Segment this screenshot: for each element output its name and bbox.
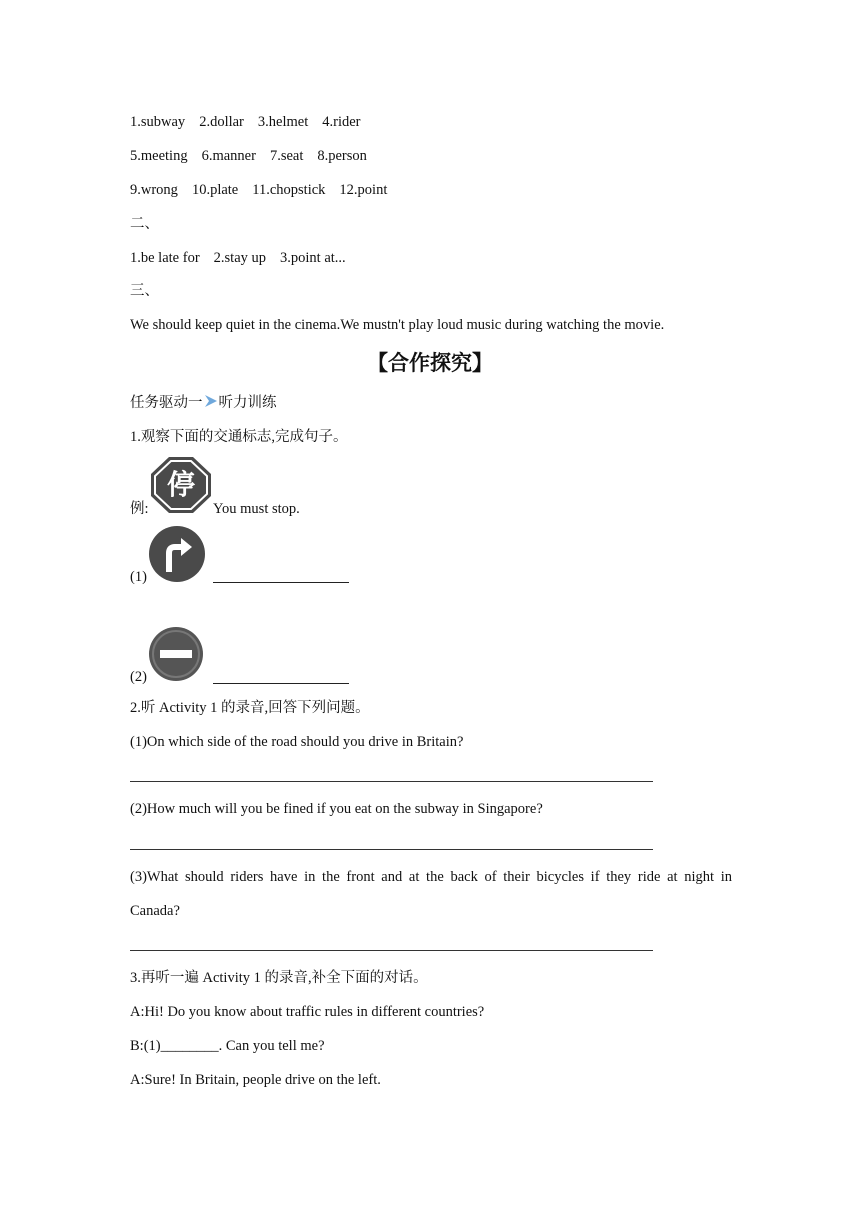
stop-sign-text: 停	[166, 468, 195, 501]
answer-line[interactable]	[130, 781, 653, 782]
task-line	[130, 394, 277, 413]
no-entry-sign-icon	[148, 626, 204, 682]
stop-sign-icon	[150, 456, 212, 514]
vocab-item: 8.person	[317, 148, 367, 164]
vocab-item: 2.dollar	[199, 114, 244, 130]
phrase-item: 3.point at...	[280, 250, 346, 266]
item-1-answer-blank[interactable]	[213, 582, 349, 583]
phrase-item: 1.be late for	[130, 250, 200, 266]
section-title: 【合作探究】	[367, 351, 493, 375]
item-2-label: (2)	[130, 669, 147, 685]
example-label: 例:	[130, 501, 149, 517]
item-1-label: (1)	[130, 569, 147, 585]
section-2-heading: 二、	[130, 216, 159, 232]
q1-instruction: 1.观察下面的交通标志,完成句子。	[130, 429, 348, 445]
vocab-item: 9.wrong	[130, 182, 178, 198]
dialogue-line-b1: B:(1)________. Can you tell me?	[130, 1038, 325, 1054]
vocab-line-2	[130, 147, 367, 165]
q2-question-2: (2)How much will you be fined if you eat on the subway in Singapore?	[130, 801, 543, 817]
q3-instruction: 3.再听一遍 Activity 1 的录音,补全下面的对话。	[130, 970, 428, 986]
section-3-heading: 三、	[130, 283, 159, 299]
vocab-item: 7.seat	[269, 148, 304, 164]
q2-question-1: (1)On which side of the road should you drive in Britain?	[130, 734, 464, 750]
vocab-item: 11.chopstick	[252, 182, 326, 198]
turn-right-sign-icon	[148, 525, 206, 583]
section-2-items	[130, 249, 346, 267]
vocab-item: 6.manner	[201, 148, 256, 164]
item-2-answer-blank[interactable]	[213, 683, 349, 684]
q2-instruction: 2.听 Activity 1 的录音,回答下列问题。	[130, 700, 370, 716]
q2-question-3-line-1: (3)What should riders have in the front and at the back of their bicycles if they ride at night in	[130, 869, 732, 885]
vocab-item: 5.meeting	[130, 148, 188, 164]
right-arrow-icon	[204, 394, 218, 413]
example-answer: You must stop.	[213, 501, 300, 517]
dialogue-line-a2: A:Sure! In Britain, people drive on the left.	[130, 1072, 381, 1088]
vocab-item: 4.rider	[322, 114, 361, 130]
vocab-item: 1.subway	[130, 114, 186, 130]
section-3-sentence: We should keep quiet in the cinema.We mustn't play loud music during watching the movie.	[130, 317, 665, 333]
task-label: 任务驱动一	[130, 395, 203, 411]
vocab-item: 10.plate	[191, 182, 239, 198]
vocab-item: 12.point	[339, 182, 388, 198]
q2-question-3-line-2: Canada?	[130, 903, 180, 919]
vocab-line-3	[130, 181, 387, 199]
phrase-item: 2.stay up	[213, 250, 267, 266]
dialogue-line-a1: A:Hi! Do you know about traffic rules in different countries?	[130, 1004, 485, 1020]
answer-line[interactable]	[130, 849, 653, 850]
vocab-item: 3.helmet	[257, 114, 309, 130]
answer-line[interactable]	[130, 950, 653, 951]
vocab-line-1	[130, 113, 360, 131]
task-topic: 听力训练	[218, 395, 277, 411]
